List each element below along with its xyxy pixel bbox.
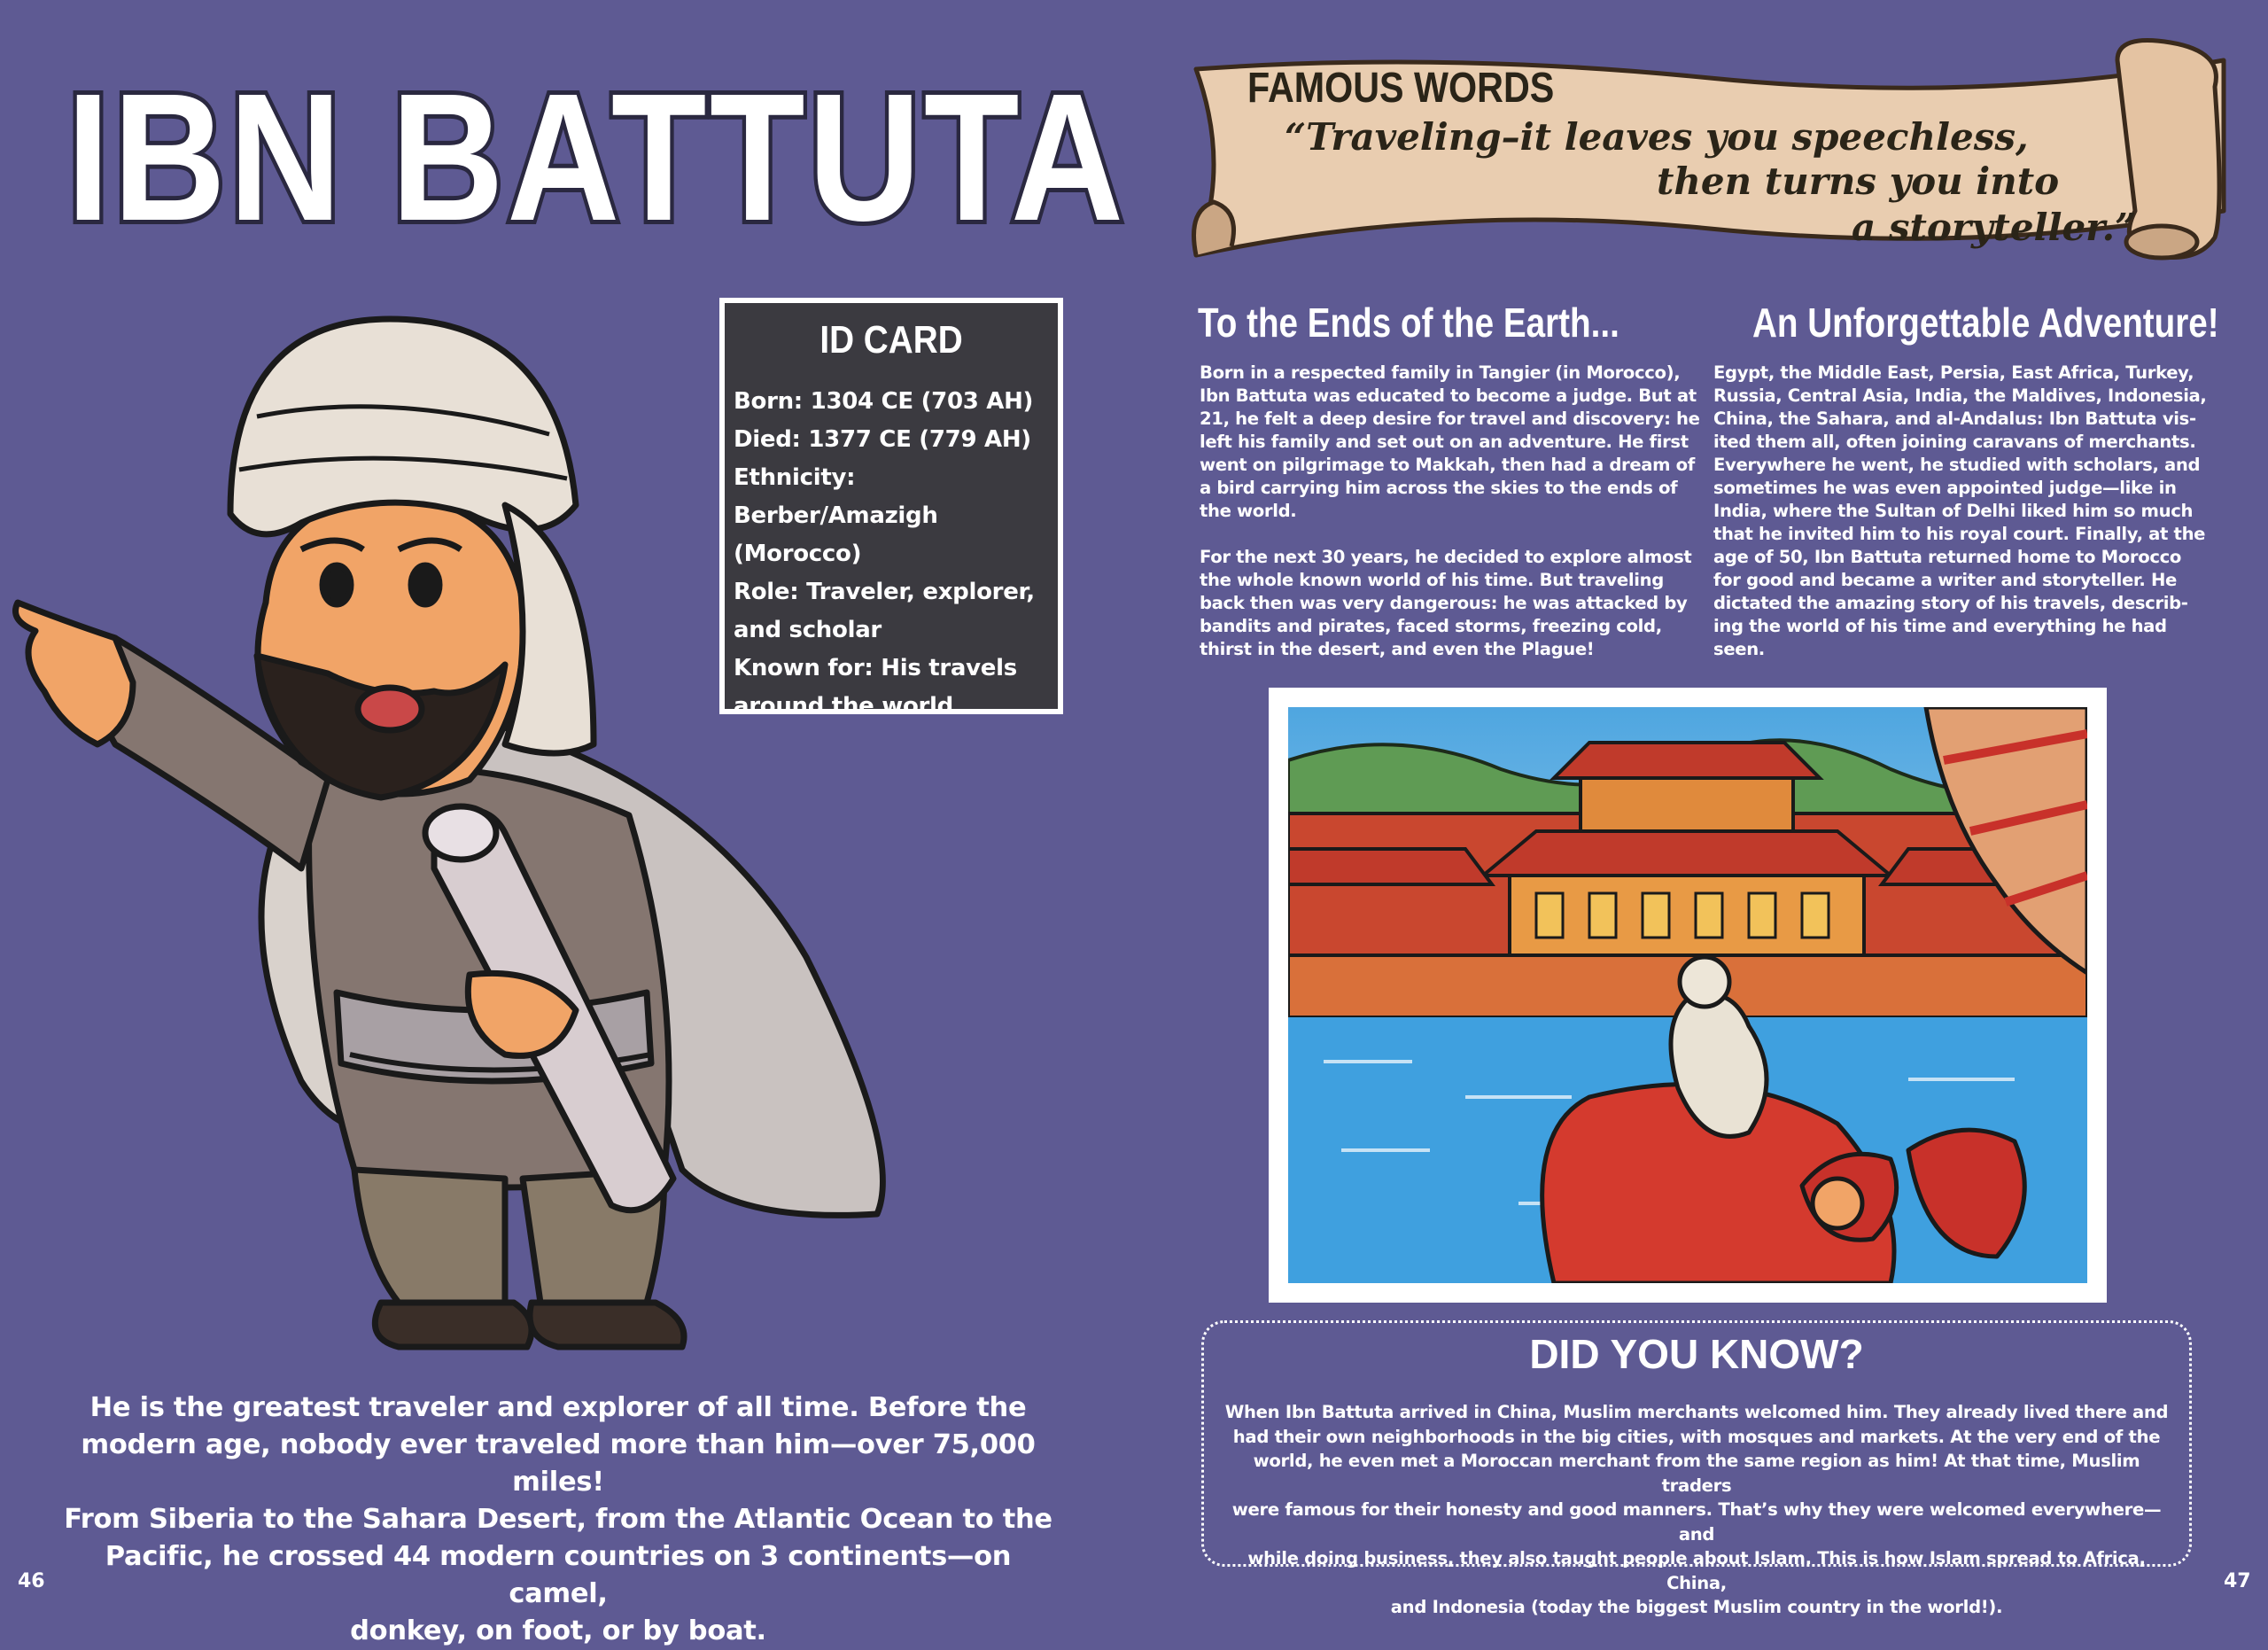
text-line: while doing business, they also taught people about Islam. This is how Islam spread to Africa, China, xyxy=(1247,1548,2146,1593)
intro-line: He is the greatest traveler and explorer of all time. Before the xyxy=(89,1392,1027,1423)
id-card-ethnicity: Ethnicity: Berber/Amazigh xyxy=(734,464,938,529)
text-line: the whole known world of his time. But traveling xyxy=(1200,570,1664,590)
text-line: sometimes he was even appointed judge—like in xyxy=(1713,478,2177,498)
text-line: dictated the amazing story of his travels, describ- xyxy=(1713,593,2188,613)
text-line: 21, he felt a deep desire for travel and discovery: he xyxy=(1200,409,1700,429)
text-line: the world. xyxy=(1200,501,1297,521)
text-line: bandits and pirates, faced storms, freezing cold, xyxy=(1200,616,1662,636)
page-title: IBN BATTUTA xyxy=(66,56,1127,259)
text-line: ited them all, often joining caravans of merchants. xyxy=(1713,432,2196,452)
id-card-born: Born: 1304 CE (703 AH) xyxy=(734,388,1034,415)
text-line: Egypt, the Middle East, Persia, East Africa, Turkey, xyxy=(1713,362,2194,383)
id-card-died: Died: 1377 CE (779 AH) xyxy=(734,426,1031,453)
id-card-role: Role: Traveler, explorer, xyxy=(734,579,1035,605)
text-line: Everywhere he went, he studied with scholars, and xyxy=(1713,455,2201,475)
text-line: for good and became a writer and storyteller. He xyxy=(1713,570,2177,590)
text-line: went on pilgrimage to Makkah, then had a dream of xyxy=(1200,455,1695,475)
china-harbor-illustration xyxy=(1288,707,2087,1283)
intro-line: Pacific, he crossed 44 modern countries on 3 continents—on camel, xyxy=(105,1541,1012,1609)
famous-words-label: FAMOUS WORDS xyxy=(1247,65,1555,112)
column-text-left xyxy=(1200,362,1709,684)
id-card-ethnicity-cont: (Morocco) xyxy=(734,541,862,567)
text-line: seen. xyxy=(1713,639,1765,659)
text-line: For the next 30 years, he decided to explore almost xyxy=(1200,547,1692,567)
text-line: Ibn Battuta was educated to become a judge. But at xyxy=(1200,385,1697,406)
text-line: Russia, Central Asia, India, the Maldives, Indonesia, xyxy=(1713,385,2207,406)
quote-line: a storyteller.” xyxy=(1852,206,2137,249)
id-card-title: ID CARD xyxy=(819,318,963,362)
text-line: world, he even met a Moroccan merchant from the same region as him! At that time, Muslim traders xyxy=(1253,1451,2140,1496)
text-line: India, where the Sultan of Delhi liked him so much xyxy=(1713,501,2194,521)
id-card-known-for-cont: around the world. xyxy=(734,693,962,720)
text-line: had their own neighborhoods in the big cities, with mosques and markets. At the very end of the xyxy=(1232,1426,2161,1447)
text-line: that he invited him to his royal court. Finally, at the xyxy=(1713,524,2206,544)
did-you-know-title: DID YOU KNOW? xyxy=(1529,1331,1864,1377)
text-line: Born in a respected family in Tangier (in Morocco), xyxy=(1200,362,1681,383)
id-card-known-for: Known for: His travels xyxy=(734,655,1017,681)
quote-line: then turns you into xyxy=(1657,160,2060,203)
text-line: back then was very dangerous: he was attacked by xyxy=(1200,593,1688,613)
text-line: China, the Sahara, and al-Andalus: Ibn Battuta vis- xyxy=(1713,409,2196,429)
illustration-frame xyxy=(1269,688,2107,1303)
page-number-right: 47 xyxy=(2224,1570,2251,1592)
text-line: ing the world of his time and everything he had xyxy=(1713,616,2167,636)
intro-line: modern age, nobody ever traveled more than him—over 75,000 miles! xyxy=(81,1429,1036,1498)
intro-paragraph xyxy=(62,1389,1054,1650)
quote-line: “Traveling–it leaves you speechless, xyxy=(1285,115,2029,159)
id-card-role-cont: and scholar xyxy=(734,617,882,643)
text-line: age of 50, Ibn Battuta returned home to Morocco xyxy=(1713,547,2181,567)
page-number-left: 46 xyxy=(18,1570,45,1592)
text-line: and Indonesia (today the biggest Muslim country in the world!). xyxy=(1390,1597,2003,1617)
did-you-know-text xyxy=(1223,1400,2171,1620)
intro-line: From Siberia to the Sahara Desert, from the Atlantic Ocean to the xyxy=(64,1504,1052,1535)
intro-line: donkey, on foot, or by boat. xyxy=(350,1615,766,1646)
text-line: left his family and set out on an adventure. He first xyxy=(1200,432,1689,452)
id-card xyxy=(719,298,1063,720)
column-heading-left: To the Ends of the Earth... xyxy=(1198,300,1619,346)
column-heading-right: An Unforgettable Adventure! xyxy=(1752,300,2219,346)
text-line: thirst in the desert, and even the Plague! xyxy=(1200,639,1595,659)
text-line: were famous for their honesty and good manners. That’s why they were welcomed everywhere—and xyxy=(1231,1499,2162,1545)
text-line: When Ibn Battuta arrived in China, Muslim merchants welcomed him. They already lived there and xyxy=(1224,1402,2169,1422)
text-line: a bird carrying him across the skies to the ends of xyxy=(1200,478,1678,498)
column-text-right xyxy=(1713,362,2227,684)
